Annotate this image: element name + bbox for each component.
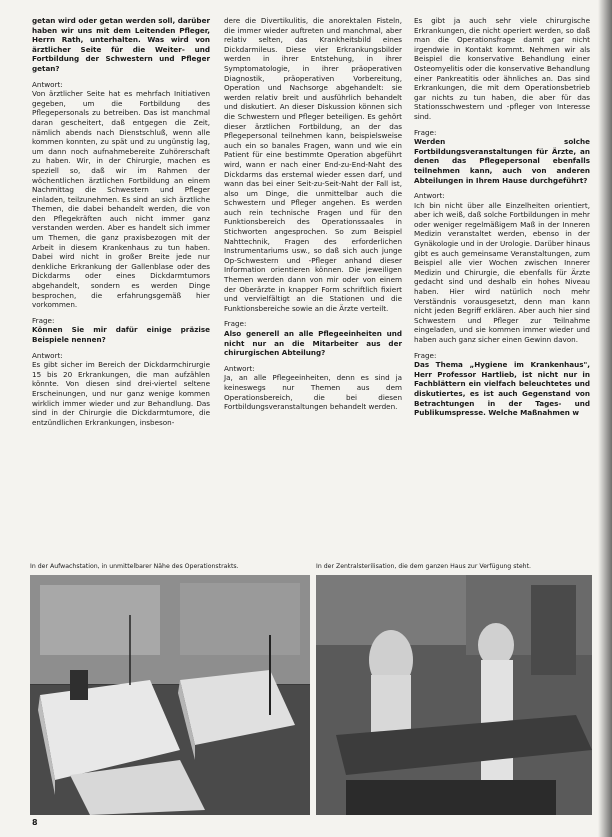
answer-label: Antwort:: [414, 191, 445, 201]
answer-paragraph: Ja, an alle Pflegeeinheiten, denn es sind ja keineswegs nur Themen aus dem Operationsbereich, die bei diesen Fortbildungsveranstaltungen behandelt werden.: [224, 373, 402, 412]
page-edge-shadow: [598, 0, 612, 837]
question-label: Frage:: [32, 315, 55, 325]
question-paragraph: Das Thema „Hygiene im Krankenhaus", Herr Professor Hartlieb, ist nicht nur in Fachblättern ein vielfach beleuchtetes und diskutiertes, es ist auch Gegenstand von Betrachtungen in der Tages- und Publikumspresse. Welche Maßnahmen w: [414, 360, 590, 418]
answer-paragraph: Ich bin nicht über alle Einzelheiten orientiert, aber ich weiß, daß solche Fortbildungen in mehr oder weniger regelmäßigem Maß in der Inneren Medizin veranstaltet werden, ebenso in der Gynäkologie und in der Urologie. Darüber hinaus gibt es auch gemeinsame Veranstaltungen, zum Beispiel alle vier Wochen zwischen Innerer Medizin und Chirurgie, die ebenfalls für Ärzte gedacht sind und deshalb ein hohes Niveau haben. Hier wird natürlich noch mehr Verständnis vorausgesetzt, denn man kann nicht jeden Begriff erklären. Aber auch hier sind Schwestern und Pfleger zur Teilnahme eingeladen, und sie kommen immer wieder und haben auch ganz sicher einen Gewinn davon.: [414, 200, 590, 344]
answer-paragraph: Es gibt sicher im Bereich der Dickdarmchirurgie 15 bis 20 Erkrankungen, die man aufzählen könnte. Von diesen sind drei-viertel seltene Erscheinungen, und nur ganz wenige kommen wirklich immer wieder und zur Behandlung. Das sind in der Chirurgie die Dickdarmtumore, die entzündlichen Erkrankungen, insbeson-: [32, 360, 210, 427]
text-column-2: [224, 16, 402, 418]
photo-caption: In der Zentralsterilisation, die dem ganzen Haus zur Verfügung steht.: [316, 563, 531, 570]
page-number: 8: [32, 818, 38, 827]
question-paragraph: getan wird oder getan werden soll, darüber haben wir uns mit dem Leitenden Pfleger, Herrn Rath, unterhalten. Was wird von ärztlicher Seite für die Weiter- und Fortbildung der Schwestern und Pfleger getan?: [32, 16, 210, 73]
answer-paragraph: Von ärztlicher Seite hat es mehrfach Initiativen gegeben, um die Fortbildung des Pflegepersonals zu betreiben. Das ist manchmal daran gescheitert, daß entgegen die Zeit, nämlich abends nach Dienstschluß, wenn alle kommen konnten, zu spät und zu ungünstig lag, um dann noch aufnahmebereite Zuhörerschaft zu haben. Wir, in der Chirurgie, machen es speziell so, daß wir im Rahmen der wöchentlichen ärztlichen Fortbildung an einem Nachmittag die Schwestern und Pfleger einladen, teilzunehmen. Es sind an sich ärztliche Themen, die dabei behandelt werden, die von den Pflegekräften auch nicht immer ganz verstanden werden. Aber es handelt sich immer um Themen, die ganz praxisbezogen mit der Arbeit in diesem Krankenhaus zu tun haben. Dabei wird nicht in großer Breite jede nur denkliche Erkrankung der Gallenblase oder des Dickdarms oder eines Dickdarmtumors abgehandelt, sondern es werden Dinge besprochen, die erfahrungsgemäß hier vorkommen.: [32, 89, 210, 310]
text-column-1: [32, 16, 210, 433]
question-label: Frage:: [414, 127, 437, 137]
photo-caption: In der Aufwachstation, in unmittelbarer Nähe des Operationstrakts.: [30, 563, 239, 570]
recovery-room-image: [30, 575, 310, 815]
question-paragraph: Können Sie mir dafür einige präzise Beispiele nennen?: [32, 325, 210, 344]
answer-paragraph: dere die Divertikulitis, die anorektalen Fisteln, die immer wieder auftreten und manchmal, aber relativ selten, das Krankheitsbild eines Dickdarmileus. Diese vier Erkrankungsbilder werden in ihrer Entstehung, in ihrer Symptomatologie, in ihrer präoperativen Diagnostik, präoperativen Vorbereitung, Operation und Nachsorge abgehandelt: sie werden relativ breit und ausführlich behandelt und diskutiert. An dieser Diskussion können sich die Schwestern und Pfleger beteiligen. Es gehört dieser ärztlichen Fortbildung, an der das Pflegepersonal teilnehmen kann, beispielsweise auch ein so banales Fragen, wann und wie ein Patient für eine bestimmte Operation abgeführt wird, wann er nach einer End-zu-End-Naht des Dickdarms das erstemal wieder essen darf, und wann das bei einer Seit-zu-Seit-Naht der Fall ist, also um Dinge, die unmittelbar auch die Schwestern und Pfleger angehen. Es werden auch rein technische Fragen und für den Funktionsbereich des Operationssaales in Stichworten angesprochen. So zum Beispiel Nahttechnik, Fragen des erforderlichen Instrumentariums usw., so daß sich auch junge Op-Schwestern und -Pfleger anhand dieser Information orientieren können. Die jeweiligen Themen werden dann von mir oder von einem der Oberärzte in knapper Form schriftlich fixiert und vervielfältigt an die Stationen und die Funktionsbereiche sowie an die Ärzte verteilt.: [224, 16, 402, 313]
recovery-room-photo: [30, 563, 310, 815]
question-label: Frage:: [224, 319, 247, 329]
answer-label: Antwort:: [32, 350, 63, 360]
question-label: Frage:: [414, 350, 437, 360]
question-paragraph: Also generell an alle Pflegeeinheiten und nicht nur an die Mitarbeiter aus der chirurgischen Abteilung?: [224, 329, 402, 358]
sterilization-photo: [316, 563, 592, 815]
answer-paragraph: Es gibt ja auch sehr viele chirurgische Erkrankungen, die nicht operiert werden, so daß man die Operationsfrage damit gar nicht irgendwie in Kontakt kommt. Nehmen wir als Beispiel die konservative Behandlung einer Osteomyelitis oder die konservative Behandlung einer Pankreatitis oder ähnliches an. Das sind Erkrankungen, die mit dem Operationsbetrieb gar nichts zu tun haben, die aber für das Stationsschwestern und -pfleger von Interesse sind.: [414, 16, 590, 121]
text-column-3: [414, 16, 590, 424]
answer-label: Antwort:: [32, 79, 63, 89]
answer-label: Antwort:: [224, 363, 255, 373]
sterilization-image: [316, 575, 592, 815]
question-paragraph: Werden solche Fortbildungsveranstaltungen für Ärzte, an denen das Pflegepersonal ebenfalls teilnehmen kann, auch von anderen Abteilungen in Ihrem Hause durchgeführt?: [414, 137, 590, 185]
